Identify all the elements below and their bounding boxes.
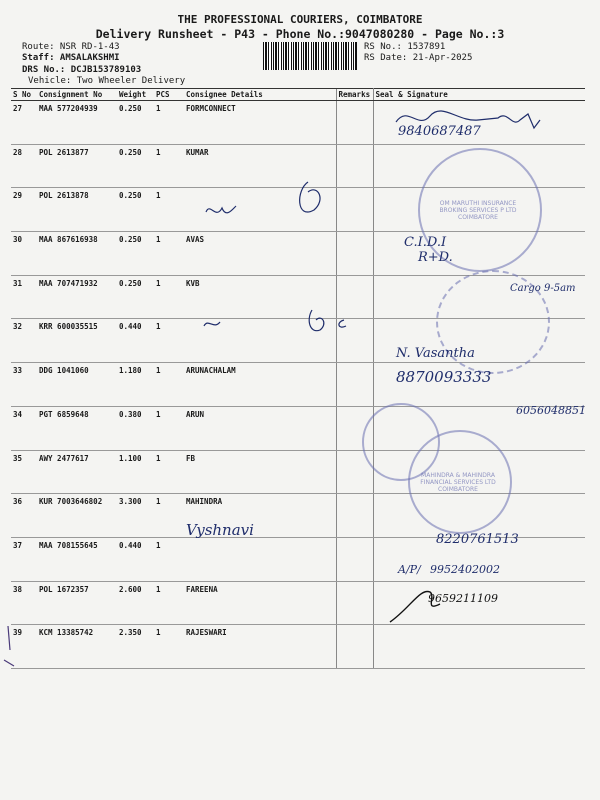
table-row <box>11 406 585 450</box>
cell-consignee: MAHINDRA <box>184 494 336 538</box>
cell-remarks <box>336 363 373 407</box>
rs-number: RS No.: 1537891 <box>364 42 446 52</box>
handwritten-phone-3: 6056048851 <box>516 404 586 417</box>
insurance-stamp-text: OM MARUTHI INSURANCE BROKING SERVICES P LTD COIMBATORE <box>439 200 517 221</box>
cell-weight: 2.600 <box>117 581 154 625</box>
cell-consignee: ARUN <box>184 406 336 450</box>
cell-weight: 0.250 <box>117 101 154 145</box>
cell-sno: 30 <box>11 232 37 276</box>
cell-consignment: MAA 708155645 <box>37 537 117 581</box>
cell-sno: 34 <box>11 406 37 450</box>
cell-consignee: RAJESWARI <box>184 625 336 669</box>
cell-sno: 39 <box>11 625 37 669</box>
cell-sno: 32 <box>11 319 37 363</box>
handwritten-phone-5: 9952402002 <box>430 563 500 576</box>
cell-weight: 0.250 <box>117 188 154 232</box>
cell-seal <box>373 625 585 669</box>
handwritten-note: Cargo 9-5am <box>510 283 576 294</box>
runsheet-subtitle: Delivery Runsheet - P43 - Phone No.:9047080280 - Page No.:3 <box>95 27 505 41</box>
cell-pcs: 1 <box>154 363 184 407</box>
cell-pcs: 1 <box>154 406 184 450</box>
cell-consignment: MAA 707471932 <box>37 275 117 319</box>
cell-pcs: 1 <box>154 537 184 581</box>
cell-consignee <box>184 537 336 581</box>
cell-consignee: ARUNACHALAM <box>184 363 336 407</box>
drs-label: DRS No.: DCJB153789103 <box>22 65 142 75</box>
cell-remarks <box>336 537 373 581</box>
cell-sno: 29 <box>11 188 37 232</box>
handwritten-name-4: Vyshnavi <box>186 521 254 539</box>
header-weight: Weight <box>117 89 154 101</box>
vehicle-label: Vehicle: Two Wheeler Delivery <box>28 76 186 86</box>
cell-sno: 38 <box>11 581 37 625</box>
cell-consignment: MAA 867616938 <box>37 232 117 276</box>
cell-pcs: 1 <box>154 581 184 625</box>
mahindra-stamp-text: MAHINDRA & MAHINDRA FINANCIAL SERVICES LTD COIMBATORE <box>420 472 496 493</box>
cell-remarks <box>336 232 373 276</box>
cell-consignee: FB <box>184 450 336 494</box>
company-title: THE PROFESSIONAL COURIERS, COIMBATORE <box>177 13 423 26</box>
cell-remarks <box>336 581 373 625</box>
handwritten-phone-4: 8220761513 <box>436 532 519 547</box>
cell-weight: 3.300 <box>117 494 154 538</box>
cell-consignee: KUMAR <box>184 144 336 188</box>
cell-weight: 1.180 <box>117 363 154 407</box>
cell-weight: 0.250 <box>117 232 154 276</box>
cell-consignment: POL 2613878 <box>37 188 117 232</box>
cell-sno: 37 <box>11 537 37 581</box>
cell-pcs: 1 <box>154 625 184 669</box>
cell-pcs: 1 <box>154 275 184 319</box>
cell-sno: 27 <box>11 101 37 145</box>
cell-pcs: 1 <box>154 188 184 232</box>
header-remarks: Remarks <box>336 89 373 101</box>
cell-pcs: 1 <box>154 101 184 145</box>
cell-pcs: 1 <box>154 450 184 494</box>
route-label: Route: NSR RD-1-43 <box>22 42 120 52</box>
cell-consignee: KVB <box>184 275 336 319</box>
header-sno: S No <box>11 89 37 101</box>
cell-weight: 0.250 <box>117 144 154 188</box>
cell-sno: 36 <box>11 494 37 538</box>
cell-remarks <box>336 101 373 145</box>
cell-pcs: 1 <box>154 494 184 538</box>
cell-consignment: PGT 6859648 <box>37 406 117 450</box>
cell-weight: 0.440 <box>117 319 154 363</box>
signature-scribble-2 <box>196 170 346 230</box>
cell-pcs: 1 <box>154 144 184 188</box>
cell-consignment: KUR 7003646802 <box>37 494 117 538</box>
cell-pcs: 1 <box>154 232 184 276</box>
cell-sno: 33 <box>11 363 37 407</box>
cell-weight: 0.380 <box>117 406 154 450</box>
handwritten-name-1: C.I.D.I <box>404 235 447 250</box>
handwritten-name-2: R+D. <box>418 250 453 265</box>
cell-weight: 2.350 <box>117 625 154 669</box>
cell-consignee: FAREENA <box>184 581 336 625</box>
cell-remarks <box>336 494 373 538</box>
handwritten-initials: A/P/ <box>398 563 421 576</box>
cell-consignee: FORMCONNECT <box>184 101 336 145</box>
cell-weight: 0.250 <box>117 275 154 319</box>
cell-consignment: KCM 13385742 <box>37 625 117 669</box>
cell-consignment: POL 2613877 <box>37 144 117 188</box>
cell-consignment: KRR 600035515 <box>37 319 117 363</box>
cell-weight: 0.440 <box>117 537 154 581</box>
cell-sno: 28 <box>11 144 37 188</box>
cell-consignment: MAA 577204939 <box>37 101 117 145</box>
cell-pcs: 1 <box>154 319 184 363</box>
staff-label: Staff: AMSALAKSHMI <box>22 53 120 63</box>
cell-sno: 35 <box>11 450 37 494</box>
cell-consignment: AWY 2477617 <box>37 450 117 494</box>
rs-date: RS Date: 21-Apr-2025 <box>364 53 473 63</box>
cell-sno: 31 <box>11 275 37 319</box>
header-seal: Seal & Signature <box>373 89 585 101</box>
header-consignee: Consignee Details <box>184 89 336 101</box>
handwritten-name-3: N. Vasantha <box>396 346 475 361</box>
cell-consignment: DDG 1041060 <box>37 363 117 407</box>
cell-consignment: POL 1672357 <box>37 581 117 625</box>
header-pcs: PCS <box>154 89 184 101</box>
table-row <box>11 625 585 669</box>
cell-remarks <box>336 625 373 669</box>
handwritten-phone-6: 9659211109 <box>428 592 498 605</box>
barcode <box>263 42 357 70</box>
table-header-row <box>11 89 585 101</box>
signature-scribble-3 <box>196 300 366 340</box>
margin-mark <box>0 620 20 670</box>
handwritten-phone-2: 8870093333 <box>396 368 492 386</box>
header-consignment: Consignment No <box>37 89 117 101</box>
handwritten-phone-1: 9840687487 <box>398 124 481 139</box>
cell-consignee: AVAS <box>184 232 336 276</box>
cell-weight: 1.100 <box>117 450 154 494</box>
